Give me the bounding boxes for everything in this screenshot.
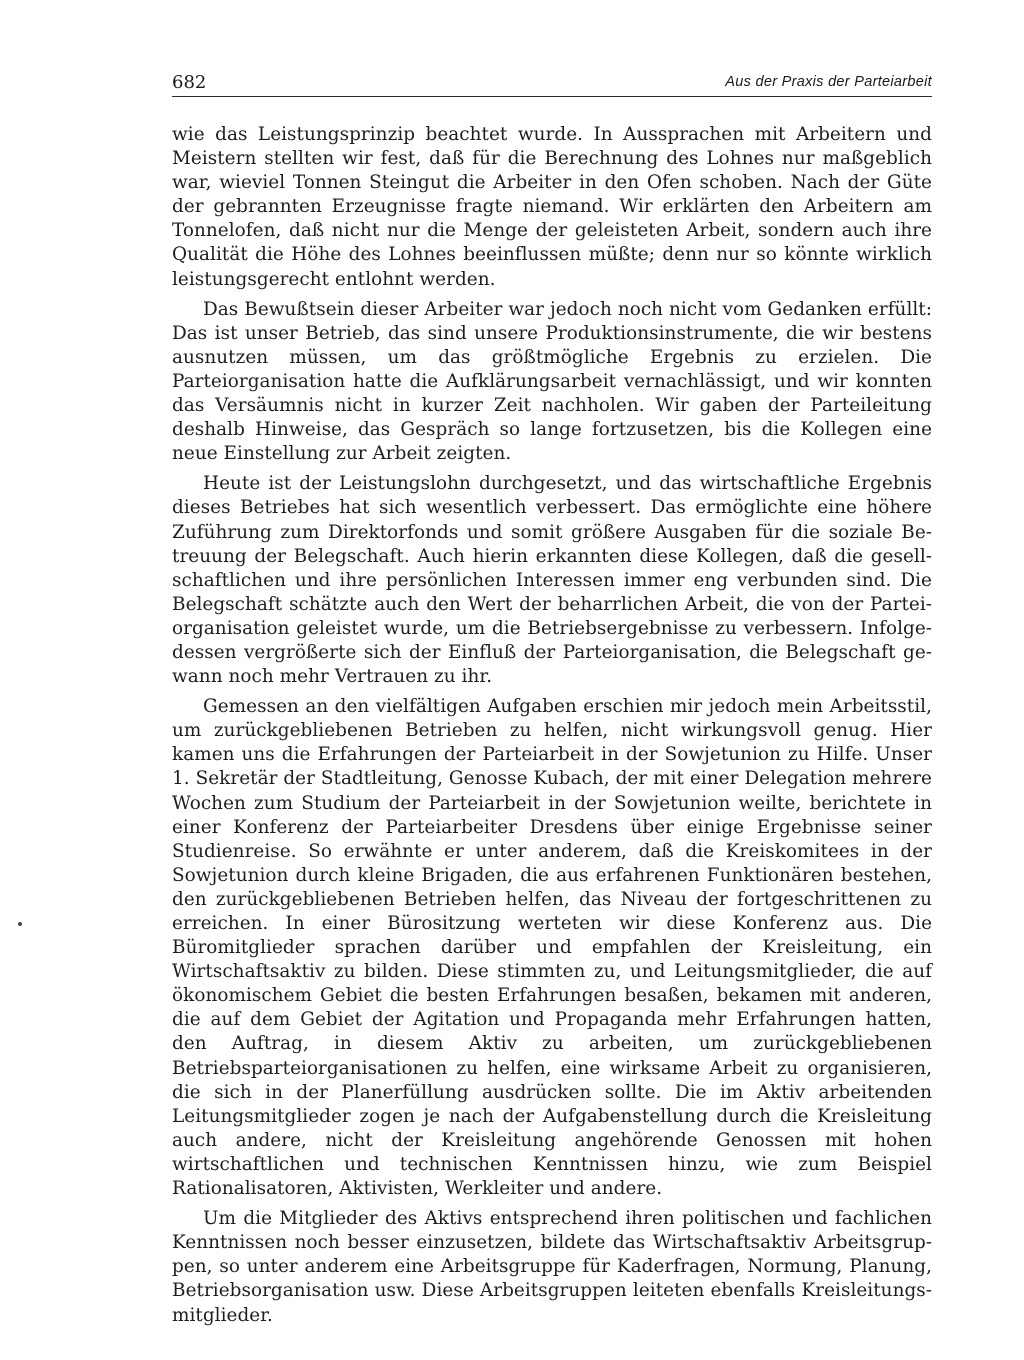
paragraph-1: wie das Leistungsprinzip beachtet wurde. In Aussprachen mit Arbeitern und Meistern stellten wir fest, daß für die Berechnung des Lohnes nur maßgeblich war, wieviel Tonnen Steingut die Arbeiter in den Ofen schoben. Nach der Güte der gebrannten Erzeugnisse fragte niemand. Wir erklärten den Arbeitern am Tonnelofen, daß nicht nur die Menge der geleisteten Arbeit, sondern auch ihre Qualität die Höhe des Lohnes beeinflussen müßte; denn nur so könnte wirklich leistungsgerecht entlohnt werden. bbox=[172, 124, 932, 290]
paragraph-3: Heute ist der Leistungslohn durchgesetzt, und das wirtschaftliche Ergebnis dieses Betriebes hat sich wesentlich verbessert. Das ermöglichte eine höhere Zuführung zum Direktorfonds und somit größere Ausgaben für die soziale Betreuung der Belegschaft. Auch hierin erkannten diese Kollegen, daß die gesellschaftlichen und ihre persönlichen Interessen immer eng verbunden sind. Die Belegschaft schätzte auch den Wert der beharrlichen Arbeit, die von der Parteiorganisation geleistet wurde, um die Betriebsergebnisse zu verbessern. Infolgedessen vergrößerte sich der Einfluß der Parteiorganisation, die Belegschaft gewann noch mehr Vertrauen zu ihr. bbox=[172, 473, 932, 688]
page-header bbox=[172, 70, 932, 97]
paragraph-2: Das Bewußtsein dieser Arbeiter war jedoch noch nicht vom Gedanken erfüllt: Das ist unser Betrieb, das sind unsere Produktionsinstrumente, die wir bestens ausnutzen müssen, um das größtmögliche Ergebnis zu erzielen. Die Parteiorganisation hatte die Aufklärungsarbeit vernachlässigt, und wir konnten das Versäumnis nicht in kurzer Zeit nachholen. Wir gaben der Parteileitung deshalb Hinweise, das Gespräch so lange fortzusetzen, bis die Kollegen eine neue Einstellung zur Arbeit zeigten. bbox=[172, 298, 932, 465]
paragraph-5: Um die Mitglieder des Aktivs entsprechend ihren politischen und fachlichen Kenntnissen noch besser einzusetzen, bildete das Wirtschaftsaktiv Arbeitsgruppen, so unter anderem eine Arbeitsgruppe für Kaderfragen, Normung, Planung, Betriebsorganisation usw. Diese Arbeitsgruppen leiteten ebenfalls Kreisleitungsmitglieder. bbox=[172, 1208, 932, 1326]
page-number: 682 bbox=[172, 72, 207, 93]
scan-speck bbox=[18, 922, 22, 926]
body-text bbox=[172, 123, 932, 1334]
running-title: Aus der Praxis der Parteiarbeit bbox=[725, 74, 932, 90]
paragraph-4: Gemessen an den vielfältigen Aufgaben erschien mir jedoch mein Arbeitsstil, um zurückgebliebenen Betrieben zu helfen, nicht wirkungsvoll genug. Hier kamen uns die Erfahrungen der Parteiarbeit in der Sowjetunion zu Hilfe. Unser 1. Sekretär der Stadtleitung, Genosse Kubach, der mit einer Delegation mehrere Wochen zum Studium der Parteiarbeit in der Sowjetunion weilte, berichtete in einer Konferenz der Parteiarbeiter Dresdens über einige Ergebnisse seiner Studienreise. So erwähnte er unter anderem, daß die Kreiskomitees in der Sowjetunion durch kleine Brigaden, die aus erfahrenen Funktionären bestehen, den zurückgebliebenen Betrieben helfen, das Niveau der fortgeschrittenen zu erreichen. In einer Bürositzung werteten wir diese Konferenz aus. Die Büromitglieder sprachen darüber und empfahlen der Kreisleitung, ein Wirtschaftsaktiv zu bilden. Diese stimmten zu, und Leitungsmitglieder, die auf ökonomischem Gebiet die besten Erfahrungen besaßen, bekamen mit anderen, die auf dem Gebiet der Agitation und Propaganda mehr Erfahrungen hatten, den Auftrag, in diesem Aktiv zu arbeiten, um zurückgebliebenen Betriebsparteiorganisationen zu helfen, eine wirksame Arbeit zu organisieren, die sich in der Planerfüllung ausdrücken sollte. Die im Aktiv arbeitenden Leitungsmitglieder zogen je nach der Aufgabenstellung durch die Kreisleitung auch andere, nicht der Kreisleitung angehörende Genossen mit hohen wirtschaftlichen und technischen Kenntnissen hinzu, wie zum Beispiel Rationalisatoren, Aktivisten, Werkleiter und andere. bbox=[172, 696, 932, 1200]
